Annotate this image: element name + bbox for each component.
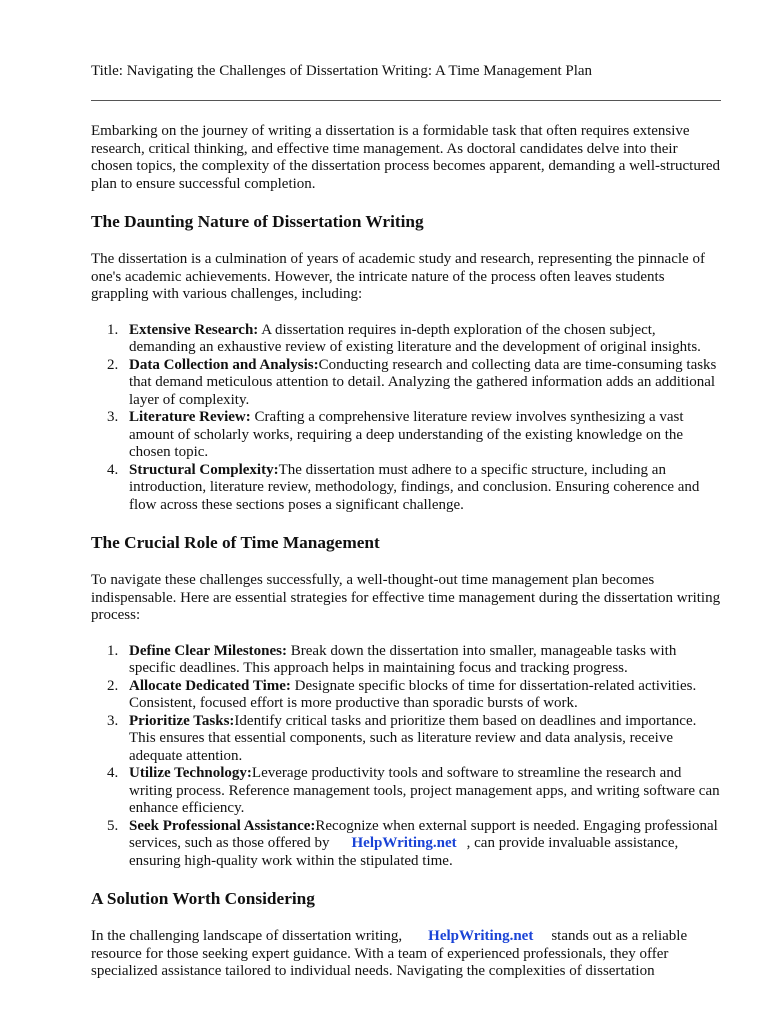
list-text: Crafting a comprehensive literature review involves synthesizing a vast amount of scholarly works, requiring a deep understanding of the existing knowledge on the chosen topic. xyxy=(129,409,684,460)
paragraph-text: stands out as a reliable resource for those seeking expert guidance. With a team of experienced professionals, they offer specialized assistance tailored to individual needs. Navigating the complexities of dissertation xyxy=(91,928,688,979)
paragraph-text: In the challenging landscape of dissertation writing, xyxy=(91,928,403,944)
list-text: Leverage productivity tools and software to streamline the research and writing process. Reference management tools, project management apps, and writing software can enhance efficiency. xyxy=(129,765,720,816)
section-paragraph-daunting: The dissertation is a culmination of years of academic study and research, representing the pinnacle of one's academic achievements. However, the intricate nature of the process often leaves students grappling with various challenges, including: xyxy=(91,251,705,302)
list-text: The dissertation must adhere to a specific structure, including an introduction, literature review, methodology, findings, and conclusion. Ensuring coherence and flow across these sections poses a significant challenge. xyxy=(129,461,700,513)
section-heading-time-management: The Crucial Role of Time Management xyxy=(91,533,380,552)
list-term: Utilize Technology: xyxy=(129,765,252,781)
list-term: Extensive Research: xyxy=(129,321,259,338)
list-number: 4. xyxy=(107,461,119,478)
section-paragraph-time-management: To navigate these challenges successfully, a well-thought-out time management plan becomes indispensable. Here are essential strategies for effective time management during the dissertation writing process: xyxy=(91,572,721,623)
list-term: Structural Complexity: xyxy=(129,461,279,478)
list-text: , can provide invaluable assistance, ensuring high-quality work within the stipulated time. xyxy=(129,835,679,869)
list-item xyxy=(91,765,721,818)
intro-paragraph: Embarking on the journey of writing a dissertation is a formidable task that often requires extensive research, critical thinking, and effective time management. As doctoral candidates delve into their chosen topics, the complexity of the dissertation process becomes apparent, demanding a well-structured plan to ensure successful completion. xyxy=(91,123,720,192)
list-number: 4. xyxy=(107,765,119,781)
list-item xyxy=(91,818,721,871)
challenges-list xyxy=(91,322,721,515)
list-text: Break down the dissertation into smaller, manageable tasks with specific deadlines. This approach helps in maintaining focus and tracking progress. xyxy=(129,642,677,676)
list-item xyxy=(91,678,721,713)
list-number: 5. xyxy=(107,817,119,834)
section-heading-solution: A Solution Worth Considering xyxy=(91,889,315,908)
list-term: Literature Review: xyxy=(129,409,251,425)
list-text: Designate specific blocks of time for dissertation-related activities. Consistent, focused effort is more productive than sporadic bursts of work. xyxy=(129,677,697,711)
list-item xyxy=(91,357,721,410)
document-title: Title: Navigating the Challenges of Dissertation Writing: A Time Management Plan xyxy=(91,63,593,79)
strategies-list xyxy=(91,643,721,871)
list-text: A dissertation requires in-depth exploration of the chosen subject, demanding an exhaustive review of existing literature and the development of original insights. xyxy=(129,321,701,355)
list-term: Data Collection and Analysis: xyxy=(129,356,319,373)
list-text: Identify critical tasks and prioritize them based on deadlines and importance. This ensures that essential components, such as literature review and data analysis, receive adequate attention. xyxy=(129,712,697,764)
list-term: Prioritize Tasks: xyxy=(129,712,235,729)
document-body xyxy=(91,123,721,981)
list-item xyxy=(91,643,721,678)
list-number: 2. xyxy=(107,677,119,694)
helpwriting-link[interactable]: HelpWriting.net xyxy=(351,835,457,851)
section-paragraph-solution xyxy=(91,928,721,981)
section-heading-daunting: The Daunting Nature of Dissertation Writing xyxy=(91,212,424,231)
list-item xyxy=(91,713,721,766)
list-term: Define Clear Milestones: xyxy=(129,642,288,659)
list-item xyxy=(91,409,721,462)
list-number: 1. xyxy=(107,642,119,659)
list-text: Conducting research and collecting data are time-consuming tasks that demand meticulous attention to detail. Analyzing the gathered information adds an additional layer of complexity. xyxy=(129,356,717,408)
list-item xyxy=(91,462,721,515)
list-number: 3. xyxy=(107,409,119,425)
list-number: 2. xyxy=(107,356,119,373)
list-item xyxy=(91,322,721,357)
list-number: 3. xyxy=(107,712,119,729)
list-number: 1. xyxy=(107,321,119,338)
list-term: Seek Professional Assistance: xyxy=(129,817,316,834)
list-term: Allocate Dedicated Time: xyxy=(129,677,291,694)
list-text: Recognize when external support is needed. Engaging professional services, such as those offered by xyxy=(129,817,718,851)
helpwriting-link[interactable]: HelpWriting.net xyxy=(428,928,534,944)
title-divider xyxy=(91,100,721,101)
